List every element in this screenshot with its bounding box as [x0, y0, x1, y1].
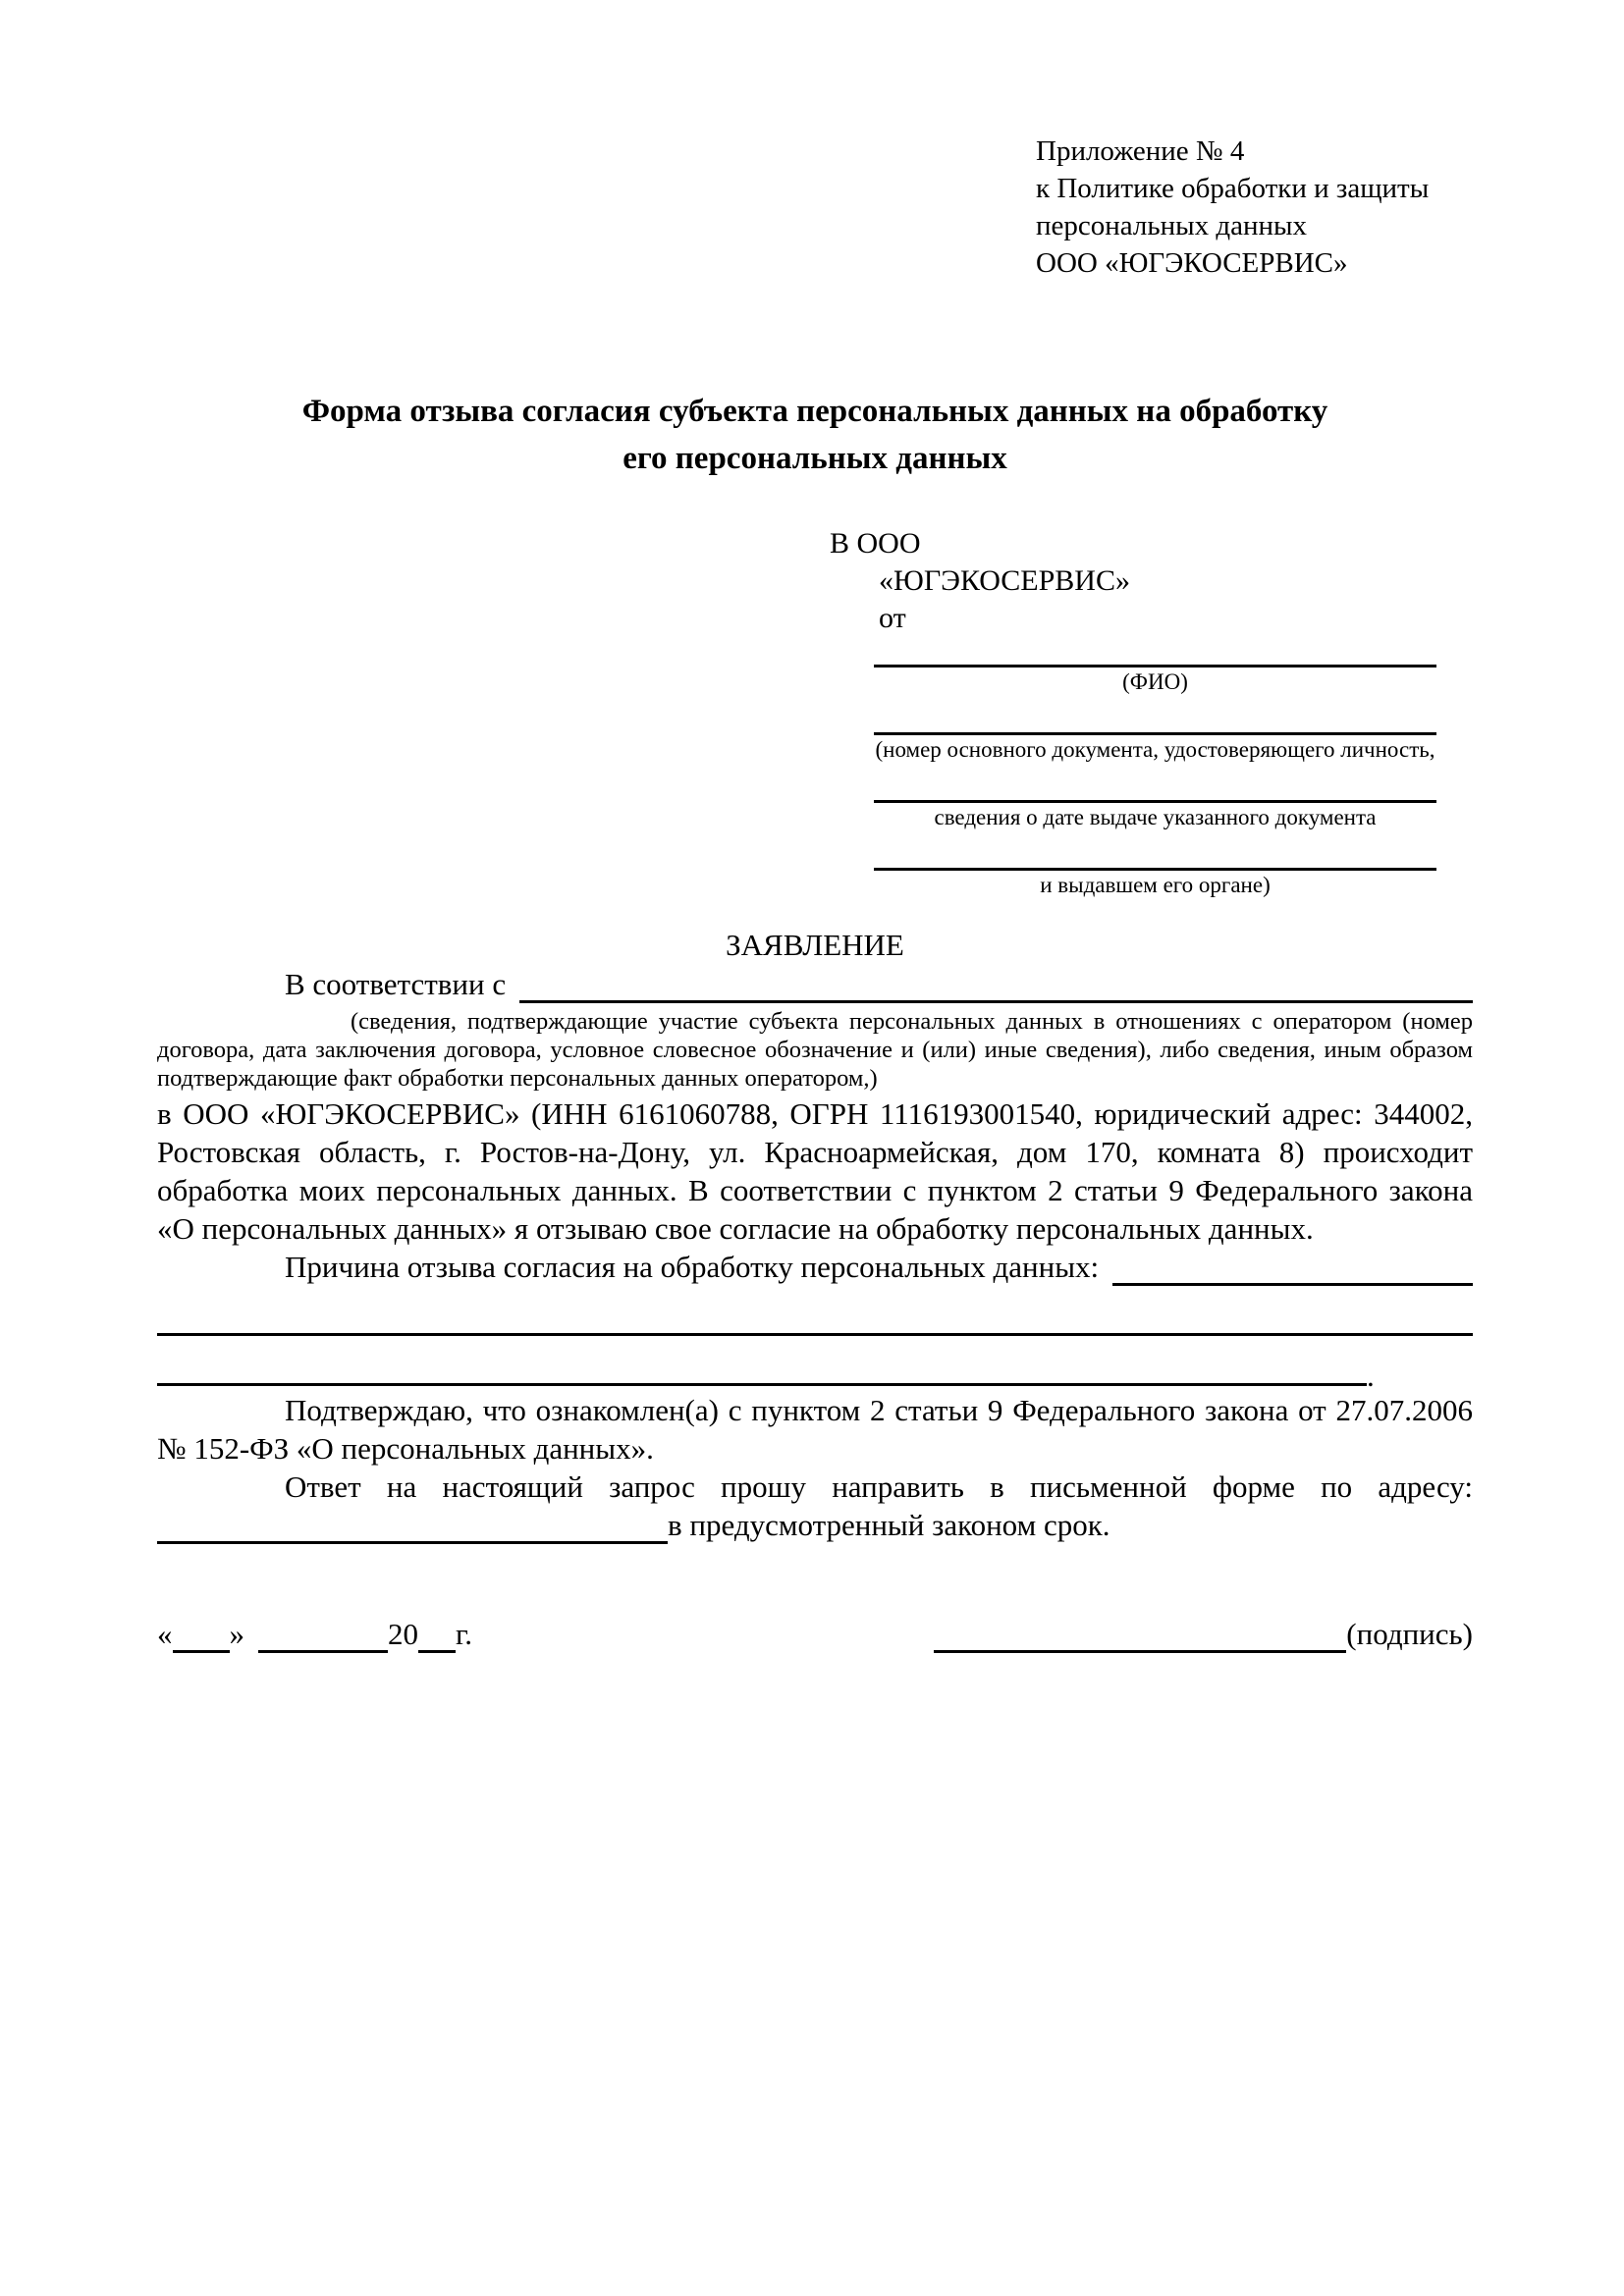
reason-blank-line-3-rule[interactable]: [157, 1336, 1367, 1386]
from-label: от: [879, 602, 906, 634]
addressee-block: [830, 525, 1436, 900]
reason-label: Причина отзыва согласия на обработку персональных данных:: [285, 1250, 1100, 1284]
issue-date-blank-line[interactable]: [874, 774, 1436, 803]
reply-address-line: [157, 1506, 1473, 1544]
accordance-blank-line[interactable]: [519, 971, 1473, 1003]
footnote-text: (сведения, подтверждающие участие субъекта персональных данных в отношениях с оператором (номер договора, дата заключения договора, условное словесное обозначение и (или) иные сведения), либо сведения, иным образом подтверждающие факт обработки персональных данных оператором,): [157, 1008, 1473, 1092]
fio-field: [874, 639, 1436, 697]
page-title-line-2: его персональных данных: [623, 441, 1007, 476]
document-number-field: [874, 707, 1436, 765]
accordance-prefix: В соответствии с: [285, 967, 507, 1001]
month-blank-line[interactable]: [258, 1625, 388, 1653]
signature-line: [934, 1615, 1473, 1653]
document-number-caption: (номер основного документа, удостоверяющего личность,: [875, 737, 1435, 762]
annex-line: к Политике обработки и защиты: [1036, 173, 1430, 204]
reason-blank-line-3: [157, 1336, 1473, 1393]
annex-reference: [1036, 133, 1473, 282]
year-prefix: 20: [388, 1617, 418, 1651]
issuing-authority-caption: и выдавшем его органе): [1040, 873, 1271, 897]
signature-caption: (подпись): [1346, 1617, 1473, 1651]
page-title-line-1: Форма отзыва согласия субъекта персональных данных на обработку: [301, 394, 1328, 429]
fio-blank-line[interactable]: [874, 639, 1436, 667]
statement-body: в ООО «ЮГЭКОСЕРВИС» (ИНН 6161060788, ОГРН 1116193001540, юридический адрес: 344002, Ростовская область, г. Ростов-на-Дону, ул. Красноармейская, дом 170, комната 8) происходит обработка моих персональных данных. В соответствии с пунктом 2 статьи 9 Федерального закона «О персональных данных» я отзываю свое согласие на обработку персональных данных.: [157, 1096, 1473, 1246]
signature-blank-line[interactable]: [934, 1625, 1346, 1653]
reason-blank-line[interactable]: [1112, 1254, 1473, 1286]
signature-row: [157, 1615, 1473, 1653]
issuing-authority-field: [874, 842, 1436, 900]
date-quote-close: »: [229, 1617, 244, 1651]
fio-caption: (ФИО): [1122, 669, 1188, 694]
year-blank-line[interactable]: [418, 1625, 456, 1653]
confirmation-paragraph: Подтверждаю, что ознакомлен(а) с пунктом 2 статьи 9 Федерального закона от 27.07.2006 № 152-ФЗ «О персональных данных».: [157, 1393, 1473, 1466]
page-title: [157, 388, 1473, 482]
issue-date-field: [874, 774, 1436, 832]
reply-request-paragraph: Ответ на настоящий запрос прошу направить в письменной форме по адресу:: [285, 1469, 1473, 1504]
company-name: «ЮГЭКОСЕРВИС»: [879, 564, 1130, 597]
date-quote-open: «: [157, 1617, 173, 1651]
statement-heading: ЗАЯВЛЕНИЕ: [726, 928, 904, 962]
issue-date-caption: сведения о дате выдаче указанного документа: [934, 805, 1377, 829]
year-suffix: г.: [456, 1617, 472, 1651]
issuing-authority-blank-line[interactable]: [874, 842, 1436, 871]
address-blank-line[interactable]: [157, 1512, 668, 1544]
day-blank-line[interactable]: [173, 1625, 230, 1653]
accordance-line: [157, 965, 1473, 1003]
addressee-to-label: В ООО: [830, 527, 921, 560]
reply-suffix: в предусмотренный законом срок.: [668, 1508, 1110, 1542]
reason-line: [157, 1248, 1473, 1286]
annex-line: ООО «ЮГЭКОСЕРВИС»: [1036, 247, 1348, 279]
document-number-blank-line[interactable]: [874, 707, 1436, 735]
annex-line: персональных данных: [1036, 210, 1308, 241]
annex-line: Приложение № 4: [1036, 135, 1245, 167]
blank-line-terminator: .: [1367, 1359, 1375, 1393]
date-line: [157, 1615, 472, 1653]
reason-blank-line-2[interactable]: [157, 1286, 1473, 1336]
